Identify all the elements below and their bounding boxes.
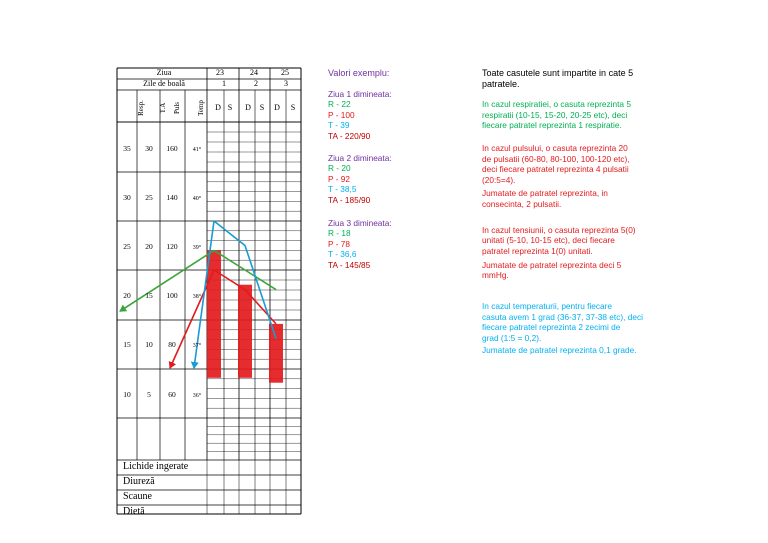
scale-temp: 41° bbox=[192, 147, 202, 153]
day1-ta: TA - 220/90 bbox=[328, 131, 371, 141]
ta-bar bbox=[238, 285, 252, 378]
day-number-1: 1 bbox=[222, 79, 226, 88]
footer-dieta: Dietă bbox=[123, 506, 145, 517]
scale-resp: 30 bbox=[123, 193, 131, 202]
day2-heading: Ziua 2 dimineata: bbox=[328, 153, 392, 163]
scale-ta: 25 bbox=[145, 193, 153, 202]
ta-bar bbox=[269, 324, 283, 383]
puls-note-line: In cazul pulsului, o casuta reprezinta 20 bbox=[482, 143, 628, 153]
scale-temp: 37° bbox=[192, 343, 202, 349]
sub-col-s1: S bbox=[227, 103, 233, 112]
sub-col-s2: S bbox=[259, 103, 265, 112]
scale-resp: 15 bbox=[123, 340, 131, 349]
scale-resp: 20 bbox=[123, 291, 131, 300]
scale-ta: 10 bbox=[145, 340, 153, 349]
scale-temp: 39° bbox=[192, 245, 202, 251]
temp-note-line: grad (1:5 = 0,2). bbox=[482, 333, 542, 343]
resp-note-line: fiecare patratel reprezinta 1 respiratie. bbox=[482, 120, 622, 130]
sub-col-d2: D bbox=[245, 103, 251, 112]
sub-col-s3: S bbox=[290, 103, 296, 112]
day3-t: T - 36,6 bbox=[328, 249, 357, 259]
scale-resp: 35 bbox=[123, 144, 131, 153]
scale-ta: 20 bbox=[145, 242, 153, 251]
day1-r: R - 22 bbox=[328, 99, 351, 109]
day2-t: T - 38,5 bbox=[328, 184, 357, 194]
scale-puls: 100 bbox=[166, 291, 178, 300]
sub-col-d3: D bbox=[274, 103, 280, 112]
tension-note-line: mmHg. bbox=[482, 270, 509, 280]
day-25: 25 bbox=[281, 68, 289, 77]
sub-col-d1: D bbox=[215, 103, 221, 112]
resp-note-line: respiratii (10-15, 15-20, 20-25 etc), deci bbox=[482, 110, 628, 120]
scale-puls: 80 bbox=[168, 340, 176, 349]
footer-lichide: Lichide ingerate bbox=[123, 461, 189, 472]
day1-p: P - 100 bbox=[328, 110, 355, 120]
puls-note-line: de pulsatii (60-80, 80-100, 100-120 etc), bbox=[482, 154, 630, 164]
scale-ta: 30 bbox=[145, 144, 153, 153]
tension-note-line: Jumatate de patratel reprezinta deci 5 bbox=[482, 260, 622, 270]
day1-heading: Ziua 1 dimineata: bbox=[328, 89, 392, 99]
scale-ta: 15 bbox=[145, 291, 153, 300]
tension-note-line: unitati (5-10, 10-15 etc), deci fiecare bbox=[482, 235, 615, 245]
ta-bar bbox=[207, 250, 221, 377]
tension-note-line: patratel reprezinta 1(0) unitati. bbox=[482, 246, 593, 256]
scale-temp: 36° bbox=[192, 393, 202, 399]
header-puls: Puls bbox=[173, 101, 181, 115]
scale-ta: 5 bbox=[147, 390, 151, 399]
intro-note-line: Toate casutele sunt impartite in cate 5 bbox=[482, 68, 634, 78]
footer-scaune: Scaune bbox=[123, 491, 152, 502]
scale-temp: 40° bbox=[192, 196, 202, 202]
footer-diureza: Diureză bbox=[123, 476, 155, 487]
puls-note-line: (20:5=4). bbox=[482, 175, 516, 185]
scale-puls: 60 bbox=[168, 390, 176, 399]
puls-note-line: consecinta, 2 pulsatii. bbox=[482, 199, 562, 209]
day-23: 23 bbox=[216, 68, 224, 77]
day-number-3: 3 bbox=[284, 79, 288, 88]
scale-temp: 38° bbox=[192, 294, 202, 300]
scale-puls: 160 bbox=[166, 144, 178, 153]
header-ta: T.A bbox=[159, 102, 167, 114]
tension-note-line: In cazul tensiunii, o casuta reprezinta 5(0) bbox=[482, 225, 636, 235]
day1-t: T - 39 bbox=[328, 120, 350, 130]
puls-note-line: Jumatate de patratel reprezinta, in bbox=[482, 188, 608, 198]
puls-note-line: deci fiecare patratel reprezinta 4 pulsatii bbox=[482, 164, 629, 174]
row-zile-label: Zile de boală bbox=[143, 79, 185, 88]
intro-note-line: patratele. bbox=[482, 79, 520, 89]
scale-puls: 120 bbox=[166, 242, 178, 251]
resp-note-line: In cazul respiratiei, o casuta reprezinta 5 bbox=[482, 99, 631, 109]
temp-note-line: casuta avem 1 grad (36-37, 37-38 etc), deci bbox=[482, 312, 643, 322]
day2-p: P - 92 bbox=[328, 174, 350, 184]
day3-ta: TA - 145/85 bbox=[328, 260, 371, 270]
scale-resp: 25 bbox=[123, 242, 131, 251]
day3-r: R - 18 bbox=[328, 228, 351, 238]
examples-title: Valori exemplu: bbox=[328, 68, 390, 78]
day-24: 24 bbox=[250, 68, 258, 77]
scale-puls: 140 bbox=[166, 193, 178, 202]
row-ziua-label: Ziua bbox=[156, 68, 172, 77]
temp-note-line: fiecare patratel reprezinta 2 zecimi de bbox=[482, 322, 621, 332]
day3-p: P - 78 bbox=[328, 239, 350, 249]
day-number-2: 2 bbox=[254, 79, 258, 88]
day2-ta: TA - 185/90 bbox=[328, 195, 371, 205]
day3-heading: Ziua 3 dimineata: bbox=[328, 218, 392, 228]
header-temp: Temp bbox=[197, 100, 205, 116]
scale-resp: 10 bbox=[123, 390, 131, 399]
temp-note-line: Jumatate de patratel reprezinta 0,1 grade. bbox=[482, 345, 637, 355]
header-resp: Resp. bbox=[137, 100, 145, 116]
day2-r: R - 20 bbox=[328, 163, 351, 173]
temp-note-line: In cazul temperaturii, pentru fiecare bbox=[482, 301, 613, 311]
